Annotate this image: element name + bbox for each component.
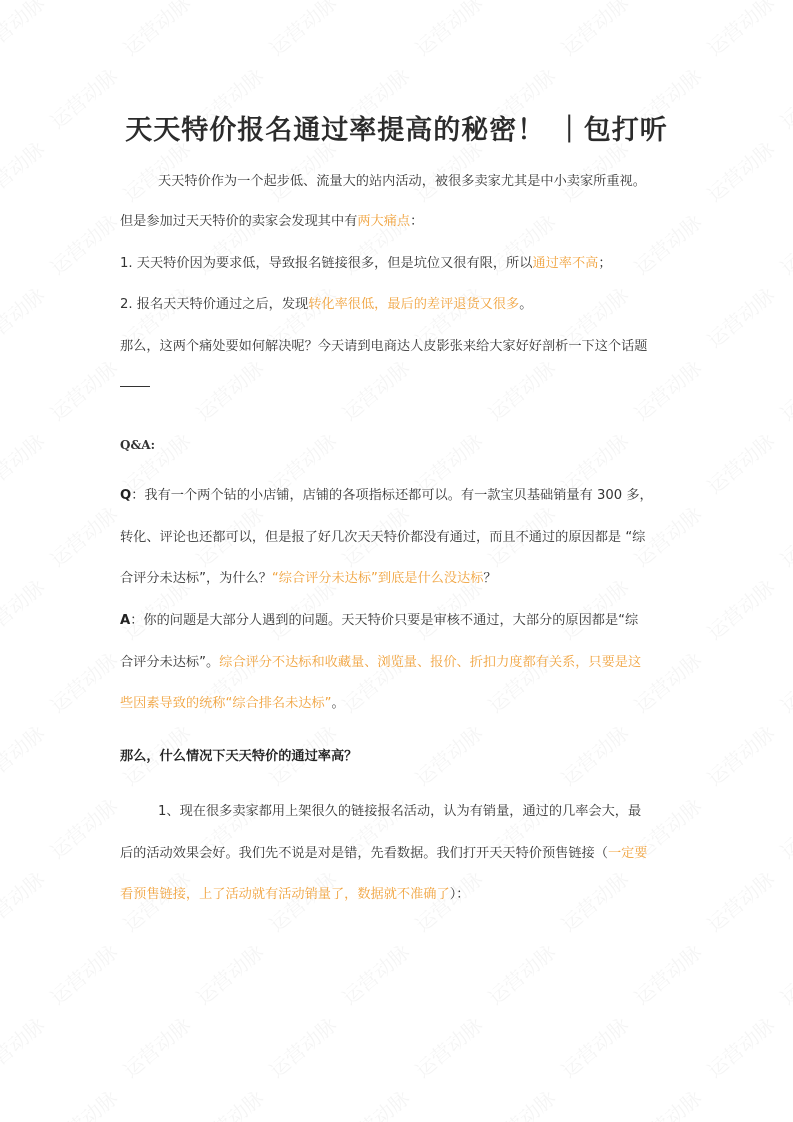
watermark-text [408,0,488,61]
question-text: 转化、评论也还都可以，但是报了好几次天天特价都没有通过，而且不通过的原因都是 “综 [120,530,646,545]
answer-line-3 [120,694,680,714]
a-label: A [120,613,131,628]
watermark-text [0,280,50,354]
watermark-text [189,937,269,1011]
watermark-text [262,0,342,61]
question-text: ：我有一个两个钻的小店铺，店铺的各项指标还都可以。有一款宝贝基础销量有 300 多， [131,488,653,503]
question-line-2 [120,528,680,548]
watermark-text [773,645,793,719]
watermark-text [408,1010,488,1084]
paragraph-1-line-3 [120,885,680,905]
watermark-text [700,572,780,646]
pain-point-text: ； [598,256,612,271]
watermark-text [43,499,123,573]
highlight-answer: 些因素导致的统称“综合排名未达标” [120,696,332,711]
question-text: 那么，这两个痛处要如何解决呢？今天请到电商达人皮影张来给大家好好剖析一下这个话题 [120,339,648,354]
question-line-1 [120,486,680,506]
intro-text: ： [410,214,424,229]
highlight-pain-points: 两大痛点 [357,214,411,229]
page-title: 天天特价报名通过率提高的秘密！ ｜包打听 [125,115,668,146]
pain-point-text: 。 [519,297,533,312]
watermark-text [700,718,780,792]
question-text: 合评分未达标”，为什么？ [120,571,272,586]
watermark-text [627,937,707,1011]
qa-heading: Q&A: [120,438,156,452]
watermark-text [554,1010,634,1084]
watermark-text [0,572,50,646]
watermark-text [43,1083,123,1122]
watermark-text [43,791,123,865]
watermark-text [43,645,123,719]
watermark-text [189,1083,269,1122]
highlight-question: “综合评分未达标”到底是什么没达标 [271,571,484,586]
watermark-text [0,718,50,792]
intro-text: 但是参加过天天特价的卖家会发现其中有 [120,214,358,229]
paragraph-1-line-1 [120,802,718,822]
watermark-text [700,0,780,61]
watermark-text [0,426,50,500]
watermark-text [700,1010,780,1084]
paragraph-text: 后的活动效果会好。我们先不说是对是错，先看数据。我们打开天天特价预售链接（ [120,846,608,861]
intro-text: 天天特价作为一个起步低、流量大的站内活动，被很多卖家尤其是中小卖家所重视。 [158,174,646,189]
answer-line-2 [120,653,680,673]
answer-line-1 [120,611,680,631]
pain-point-1 [120,254,680,274]
watermark-text [773,1083,793,1122]
question-line-3 [120,569,680,589]
watermark-text [43,207,123,281]
answer-text: 合评分未达标”。 [120,655,220,670]
highlight-presale: 一定要 [607,846,648,861]
watermark-text [700,426,780,500]
watermark-text [0,1010,50,1084]
highlight-low-conversion: 转化率很低，最后的差评退货又很多 [308,297,520,312]
em-dash-divider [120,386,150,387]
watermark-text [700,864,780,938]
highlight-low-pass-rate: 通过率不高 [532,256,599,271]
pain-point-2 [120,295,680,315]
paragraph-text: 1、现在很多卖家都用上架很久的链接报名活动，认为有销量，通过的几率会大，最 [158,804,642,819]
question-line [120,337,680,357]
watermark-text [773,499,793,573]
intro-paragraph-line-2 [120,212,680,232]
watermark-text [335,1083,415,1122]
watermark-text [627,1083,707,1122]
paragraph-1-line-2 [120,844,680,864]
paragraph-text: ）： [449,887,470,902]
highlight-presale: 看预售链接，上了活动就有活动销量了，数据就不准确了 [120,887,450,902]
answer-text: ：你的问题是大部分人遇到的问题。天天特价只要是审核不通过，大部分的原因都是“综 [130,613,639,628]
watermark-text [773,353,793,427]
watermark-text [262,1010,342,1084]
watermark-text [0,0,50,61]
watermark-text [773,207,793,281]
watermark-text [773,937,793,1011]
watermark-text [43,937,123,1011]
watermark-text [773,791,793,865]
answer-text: 。 [331,696,345,711]
pain-point-text: 2. 报名天天特价通过之后，发现 [120,297,309,312]
watermark-text [116,0,196,61]
intro-paragraph-line-1 [120,172,718,192]
highlight-answer: 综合评分不达标和收藏量、浏览量、报价、折扣力度都有关系，只要是这 [219,655,642,670]
q-label: Q [120,488,132,503]
question-text: ？ [483,571,497,586]
watermark-text [554,0,634,61]
watermark-text [43,353,123,427]
dash-line [120,377,680,397]
watermark-text [335,937,415,1011]
pain-point-text: 1. 天天特价因为要求低，导致报名链接很多，但是坑位又很有限，所以 [120,256,533,271]
watermark-text [481,1083,561,1122]
watermark-text [116,1010,196,1084]
watermark-text [0,864,50,938]
watermark-text [481,937,561,1011]
watermark-text [700,280,780,354]
section-heading: 那么，什么情况下天天特价的通过率高？ [120,749,358,764]
